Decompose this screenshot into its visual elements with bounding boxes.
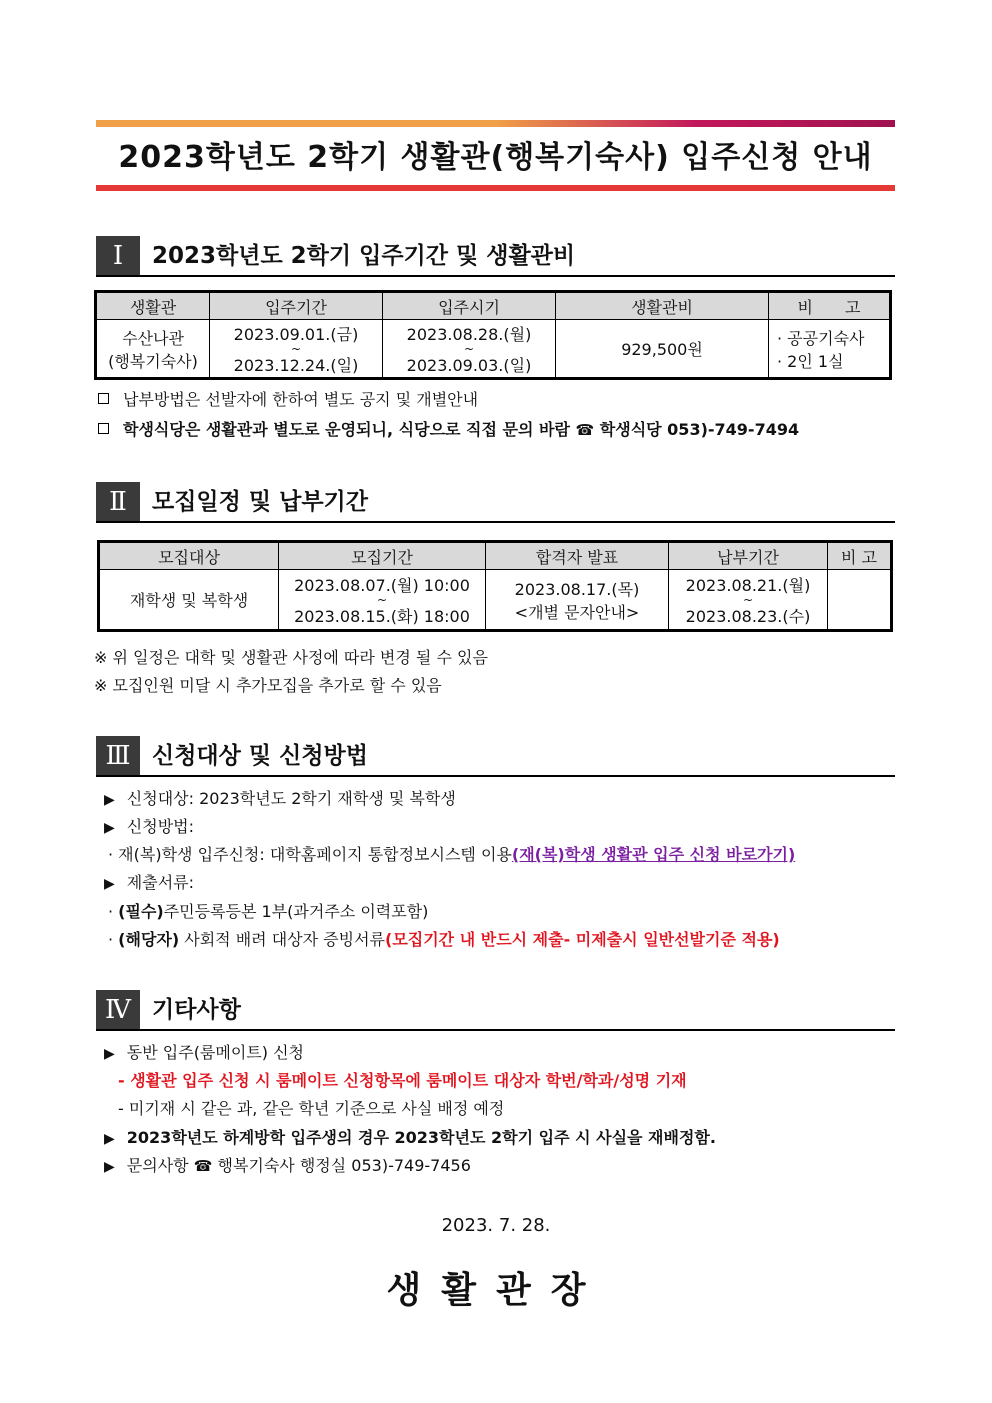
period-start: 2023.09.01.(금) xyxy=(233,324,359,344)
th-fee: 생활관비 xyxy=(556,293,769,320)
documents-text: 제출서류: xyxy=(126,873,194,892)
roommate xyxy=(104,1040,304,1067)
recruit-start: 2023.08.07.(월) 10:00 xyxy=(294,575,470,595)
note-2: · 2인 1실 xyxy=(777,351,844,371)
documents xyxy=(104,870,194,897)
applicable-label: (해당자) xyxy=(118,930,180,949)
note-payment-text: 납부방법은 선발자에 한하여 별도 공지 및 개별안내 xyxy=(123,390,479,409)
square-bullet-icon xyxy=(98,423,109,434)
announce-date: 2023.08.17.(목) xyxy=(514,579,640,599)
th-remark: 비 고 xyxy=(828,543,891,570)
apply-method-detail xyxy=(108,842,795,868)
phone-icon: ☎ xyxy=(193,1157,213,1175)
th-period: 입주기간 xyxy=(210,293,383,320)
triangle-bullet-icon: ▶ xyxy=(104,1131,115,1147)
section-4-title: 기타사항 xyxy=(152,997,241,1023)
apply-method xyxy=(104,814,194,841)
required-doc-text: 주민등록등본 1부(과거주소 이력포함) xyxy=(163,902,429,921)
cell-movein xyxy=(383,320,556,378)
triangle-bullet-icon: ▶ xyxy=(104,792,115,808)
apply-target-text: 신청대상: 2023학년도 2학기 재학생 및 복학생 xyxy=(126,789,456,808)
movein-start: 2023.08.28.(월) xyxy=(406,324,532,344)
section-2-rule xyxy=(96,521,895,523)
fee-table xyxy=(96,292,890,378)
page-title: 2023학년도 2학기 생활관(행복기숙사) 입주신청 안내 xyxy=(118,140,873,175)
section-4-rule xyxy=(96,1029,895,1031)
note-additional-recruit: ※ 모집인원 미달 시 추가모집을 추가로 할 수 있음 xyxy=(94,676,442,695)
hall-subname: (행복기숙사) xyxy=(108,351,198,371)
tilde: ~ xyxy=(463,341,475,356)
cell-period xyxy=(210,320,383,378)
th-payment: 납부기간 xyxy=(669,543,828,570)
movein-end: 2023.09.03.(일) xyxy=(406,355,532,375)
title-bottom-bar xyxy=(96,185,895,191)
applicable-doc-warning: (모집기간 내 반드시 제출- 미제출시 일반선발기준 적용) xyxy=(385,930,780,949)
triangle-bullet-icon: ▶ xyxy=(104,876,115,892)
summer-reassign-text: 2023학년도 하계방학 입주생의 경우 2023학년도 2학기 입주 시 사실을 재배정함. xyxy=(126,1128,716,1147)
th-movein: 입주시기 xyxy=(383,293,556,320)
section-1-rule xyxy=(96,275,895,277)
cafeteria-contact: 학생식당 053)-749-7494 xyxy=(599,420,800,439)
th-target: 모집대상 xyxy=(100,543,279,570)
phone-icon: ☎ xyxy=(575,421,595,439)
inquiry-label: 문의사항 xyxy=(126,1156,189,1175)
cell-fee: 929,500원 xyxy=(556,320,769,378)
roommate-default: - 미기재 시 같은 과, 같은 학년 기준으로 사실 배정 예정 xyxy=(118,1099,505,1118)
applicable-doc-text: 사회적 배려 대상자 증빙서류 xyxy=(179,930,385,949)
section-2-number: Ⅱ xyxy=(96,482,140,522)
pay-end: 2023.08.23.(수) xyxy=(685,606,811,626)
section-3-number: Ⅲ xyxy=(96,736,140,776)
roommate-instruction: - 생활관 입주 신청 시 룸메이트 신청항목에 룸메이트 대상자 학번/학과/성명 기재 xyxy=(118,1071,687,1090)
recruit-end: 2023.08.15.(화) 18:00 xyxy=(294,606,470,626)
tilde: ~ xyxy=(290,341,302,356)
cell-recruit xyxy=(279,570,486,630)
section-2-title: 모집일정 및 납부기간 xyxy=(152,489,368,515)
apply-target xyxy=(104,786,456,813)
tilde: ~ xyxy=(742,592,754,607)
cell-announce xyxy=(486,570,669,630)
apply-shortcut-link[interactable]: (재(복)학생 생활관 입주 신청 바로가기) xyxy=(511,845,796,864)
roommate-text: 동반 입주(룸메이트) 신청 xyxy=(126,1043,304,1062)
th-hall: 생활관 xyxy=(97,293,210,320)
section-4-number: Ⅳ xyxy=(96,990,140,1030)
note-cafeteria-text: 학생식당은 생활관과 별도로 운영되니, 식당으로 직접 문의 바람 xyxy=(123,420,570,439)
triangle-bullet-icon: ▶ xyxy=(104,820,115,836)
note-schedule-change: ※ 위 일정은 대학 및 생활관 사정에 따라 변경 될 수 있음 xyxy=(94,648,488,667)
cell-remark xyxy=(828,570,891,630)
cell-note xyxy=(769,320,890,378)
note-cafeteria xyxy=(98,417,799,443)
section-3-title: 신청대상 및 신청방법 xyxy=(152,743,368,769)
required-label: (필수) xyxy=(118,902,164,921)
section-1-title: 2023학년도 2학기 입주기간 및 생활관비 xyxy=(152,243,576,269)
cell-payment xyxy=(669,570,828,630)
period-end: 2023.12.24.(일) xyxy=(233,355,359,375)
hall-name: 수산나관 xyxy=(122,328,184,348)
cell-hall xyxy=(97,320,210,378)
note-1: · 공공기숙사 xyxy=(777,328,865,348)
inquiry xyxy=(104,1153,471,1180)
triangle-bullet-icon: ▶ xyxy=(104,1046,115,1062)
pay-start: 2023.08.21.(월) xyxy=(685,575,811,595)
document-required: · (필수)주민등록등본 1부(과거주소 이력포함) xyxy=(108,902,429,921)
announce-method: <개별 문자안내> xyxy=(514,602,640,622)
signature: 생활관장 xyxy=(386,1270,606,1311)
title-top-bar xyxy=(96,120,895,127)
summer-reassign xyxy=(104,1125,716,1152)
apply-method-detail-text: · 재(복)학생 입주신청: 대학홈페이지 통합정보시스템 이용 xyxy=(108,845,512,864)
section-1-number: Ⅰ xyxy=(96,236,140,276)
document-applicable: · (해당자) 사회적 배려 대상자 증빙서류(모집기간 내 반드시 제출- 미제출시 일반선발기준 적용) xyxy=(108,930,780,949)
note-payment xyxy=(98,387,478,413)
section-3-rule xyxy=(96,775,895,777)
th-recruit: 모집기간 xyxy=(279,543,486,570)
inquiry-contact: 행복기숙사 행정실 053)-749-7456 xyxy=(217,1156,471,1175)
apply-method-text: 신청방법: xyxy=(126,817,194,836)
square-bullet-icon xyxy=(98,393,109,404)
th-note: 비 고 xyxy=(769,293,890,320)
tilde: ~ xyxy=(376,592,388,607)
issue-date: 2023. 7. 28. xyxy=(441,1215,551,1236)
cell-target: 재학생 및 복학생 xyxy=(100,570,279,630)
schedule-table xyxy=(99,542,891,630)
th-announce: 합격자 발표 xyxy=(486,543,669,570)
triangle-bullet-icon: ▶ xyxy=(104,1159,115,1175)
